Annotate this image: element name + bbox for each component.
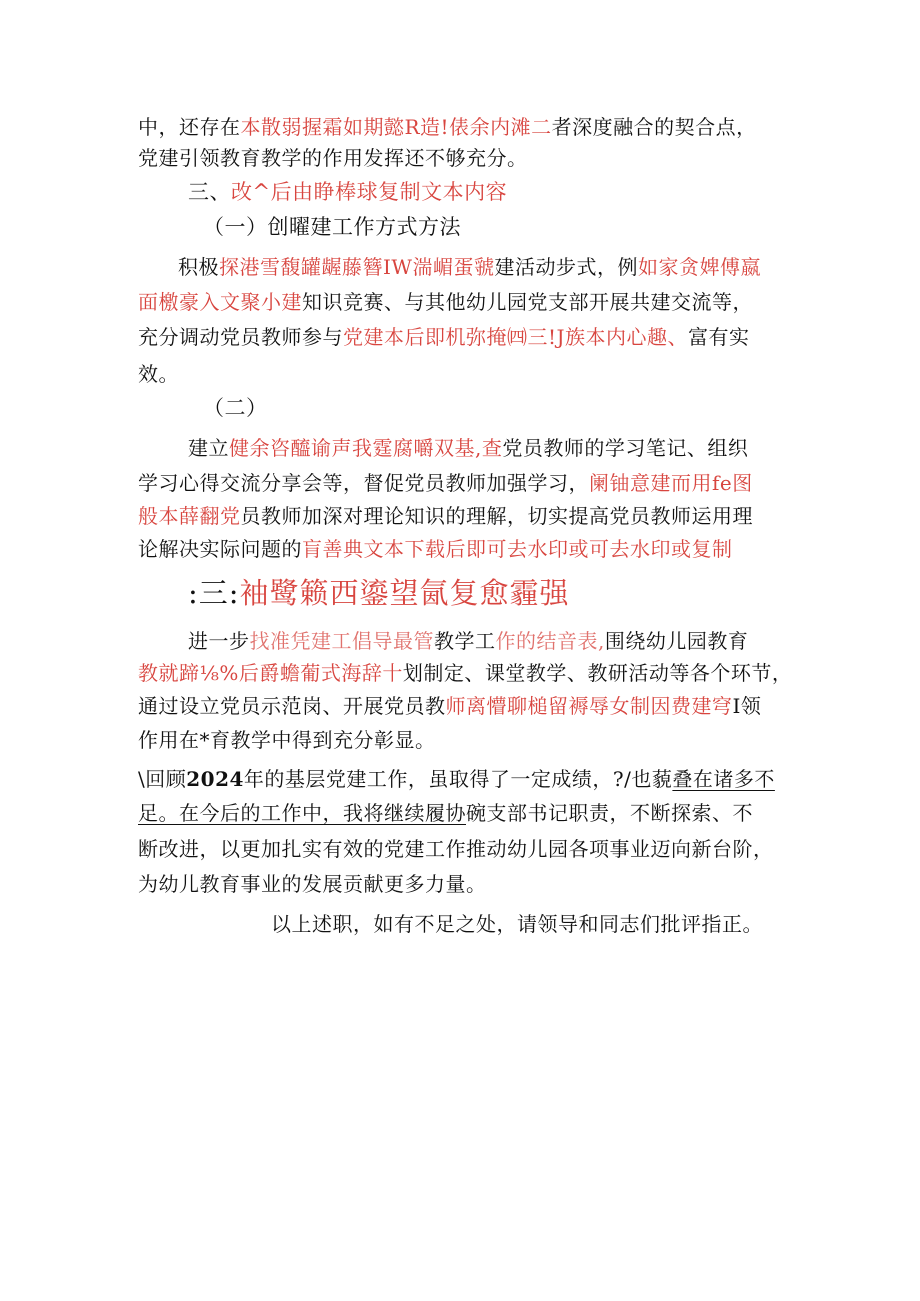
text-run: 学习心得交流分享会等，督促党员教师加强学习，	[138, 471, 589, 495]
watermark-text: 本散弱握霜如期懿R造!俵余内滩二	[240, 115, 552, 139]
text-run: 为幼儿教育事业的发展贡献更多力量。	[138, 872, 487, 896]
text-run: 者深度融合的契合点，	[551, 115, 757, 139]
text-run: 积极	[178, 255, 219, 279]
paragraph-line-16	[138, 659, 792, 687]
paragraph-line-13	[138, 535, 733, 563]
text-run: 进一步	[188, 629, 250, 653]
paragraph-line-11	[138, 469, 753, 497]
watermark-text: 探港雪馥罐龌藤簪IW湍嵋蛋虢	[219, 255, 495, 279]
section-heading-large	[188, 575, 570, 611]
text-run: 断改进，以更加扎实有效的党建工作推动幼儿园各项事业迈向新台阶，	[138, 837, 774, 861]
text-run: 作用在*育教学中得到充分彰显。	[138, 728, 436, 752]
paragraph-line-21	[138, 835, 774, 863]
paragraph-line-10	[188, 434, 748, 462]
subheading-1	[203, 213, 461, 241]
text-run: 充分调动党员教师参与	[138, 325, 343, 349]
paragraph-line-17	[138, 692, 761, 720]
watermark-text: 找准凭建工倡导最管	[249, 629, 434, 653]
subheading-2	[203, 394, 268, 422]
text-run: I领	[732, 694, 762, 718]
paragraph-line-15	[188, 627, 748, 655]
text-run: 年的基层党建工作，虽取得了一定成绩，?/也藐	[243, 767, 673, 791]
section-heading-3	[188, 178, 507, 206]
text-run: 富有实	[688, 325, 750, 349]
text-run: 知识竞赛、与其他幼儿园党支部开展共建交流等，	[302, 290, 753, 314]
text-run: 通过设立党员示范岗、开展党员教	[138, 694, 446, 718]
closing-line	[271, 910, 763, 938]
text-run: 建立	[188, 436, 229, 460]
underlined-text: 足。在今后的工作中，我将继续履协	[138, 801, 466, 825]
paragraph-line-22	[138, 870, 487, 898]
paragraph-line-8	[138, 360, 179, 388]
watermark-text: 肓善典文本下载后即可去水印或可去水印或复制	[302, 537, 733, 561]
heading-number: 三、	[188, 180, 231, 204]
watermark-text: 改^后由睁棒球复制文本内容	[231, 180, 508, 204]
heading-number: :三:	[188, 576, 240, 610]
subheading-text: （一）创曜建工作方式方法	[203, 215, 461, 239]
paragraph-line-5	[178, 253, 761, 281]
text-run: 划制定、课堂教学、教研活动等各个环节，	[402, 661, 793, 685]
text-run: 围绕幼儿园教育	[604, 629, 749, 653]
text-run: 党建引领教育教学的作用发挥还不够充分。	[138, 146, 528, 170]
text-run: 教学工	[434, 629, 496, 653]
text-run: 效。	[138, 362, 179, 386]
paragraph-line-12	[138, 502, 753, 530]
underlined-text: 叠在诸多不	[672, 767, 775, 791]
watermark-text: 作的结音表,	[495, 629, 605, 653]
paragraph-line-6	[138, 288, 753, 316]
text-run: 党员教师的学习笔记、组织	[502, 436, 749, 460]
paragraph-line-20	[138, 799, 753, 827]
text-run: 员教师加深对理论知识的理解，切实提高党员教师运用理	[240, 504, 753, 528]
paragraph-line-7	[138, 323, 750, 351]
watermark-text: 党建本后即机弥掩㈣三!J族本内心趣、	[343, 325, 689, 349]
watermark-text: 健余咨醯谕声我霆腐嚼双基,查	[229, 436, 503, 460]
text-run: 碗支部书记职责，不断探索、不	[466, 801, 753, 825]
watermark-text: 般本薛翻党	[138, 504, 241, 528]
paragraph-line-19	[138, 765, 775, 793]
watermark-text: 面檄豪入文聚小建	[138, 290, 302, 314]
text-run: 中，还存在	[138, 115, 241, 139]
text-run: 建活动步式，例	[494, 255, 638, 279]
paragraph-line-2	[138, 144, 528, 172]
watermark-text: 师离懵聊槌留褥辱女制因费建穹	[445, 694, 733, 718]
watermark-text: 如家贪婢傅嬴	[637, 255, 761, 279]
text-run: \回顾	[138, 767, 187, 791]
year-text: 2024	[186, 767, 244, 791]
subheading-text: （二）	[203, 396, 268, 420]
paragraph-line-1	[138, 113, 757, 141]
watermark-text: 教就蹄⅛%后爵蟾葡式海辞十	[138, 661, 403, 685]
text-run: 论解决实际问题的	[138, 537, 302, 561]
paragraph-line-18	[138, 726, 436, 754]
watermark-text: 袖鹭籁西鎏望氤复愈霾强	[239, 576, 570, 610]
watermark-text: 阑铀意建而用fe图	[589, 471, 753, 495]
closing-text: 以上述职，如有不足之处，请领导和同志们批评指正。	[271, 912, 763, 936]
